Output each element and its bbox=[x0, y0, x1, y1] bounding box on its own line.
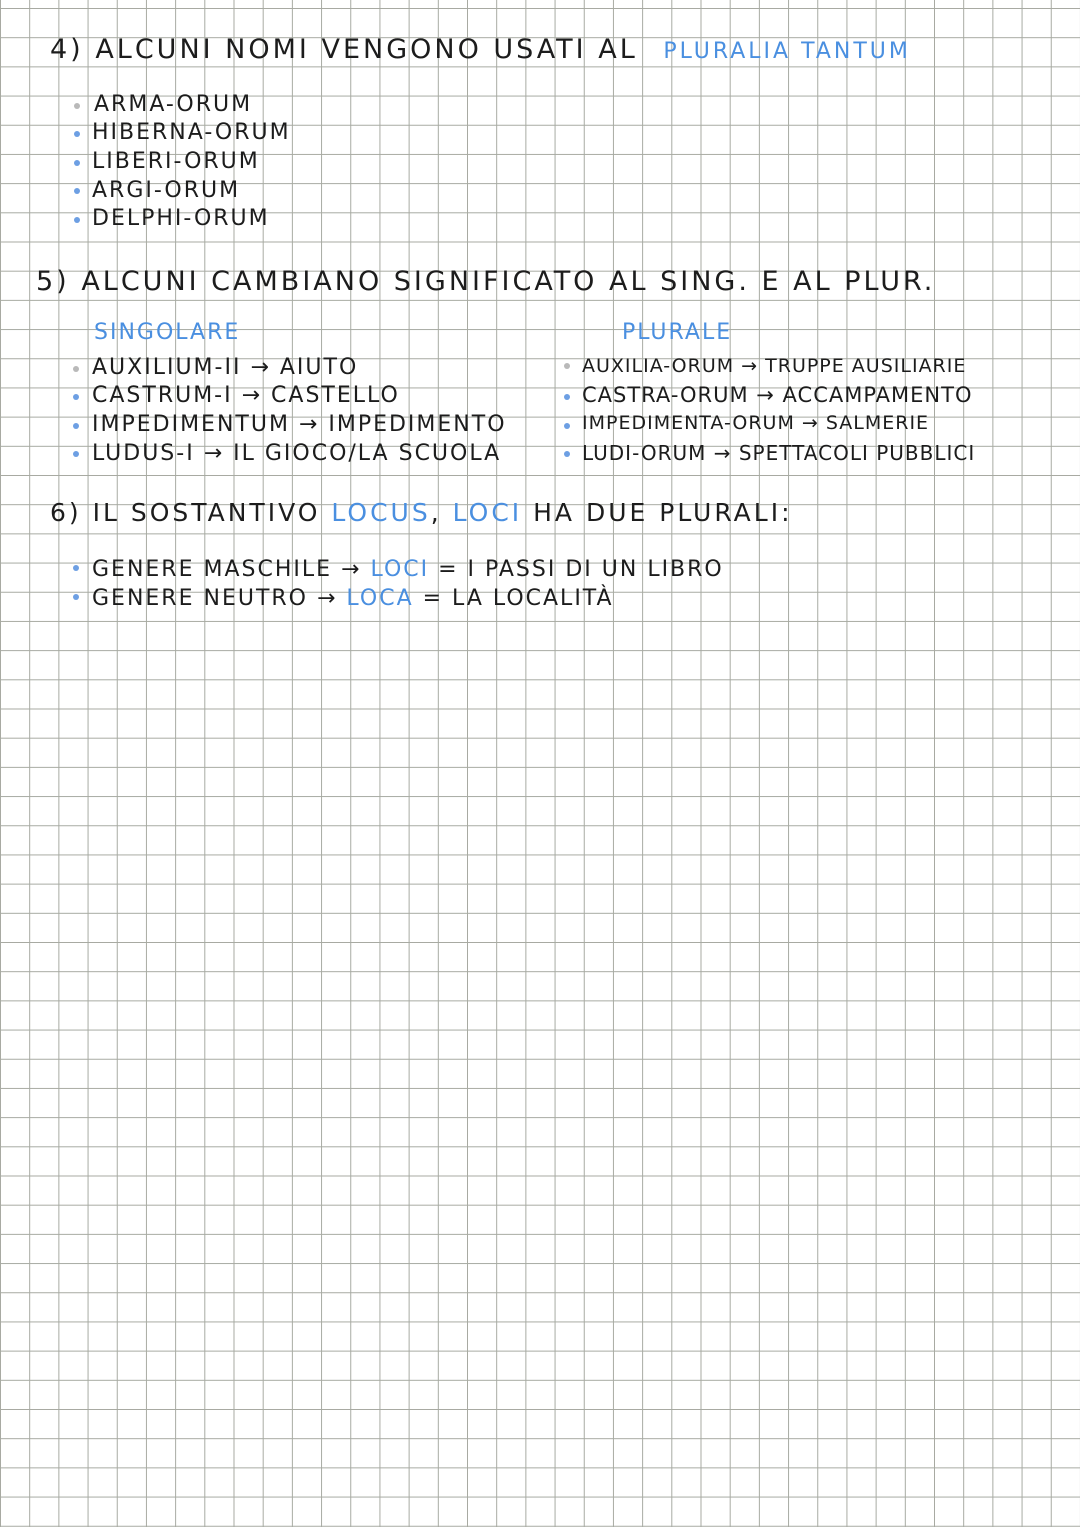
bullet-icon bbox=[74, 188, 80, 194]
singular-item: IMPEDIMENTUM → IMPEDIMENTO bbox=[92, 412, 507, 437]
singular-header: SINGOLARE bbox=[94, 320, 241, 345]
section-6-heading bbox=[50, 500, 793, 525]
loci-word: LOCI bbox=[452, 498, 523, 527]
loca-word: LOCA bbox=[346, 586, 414, 611]
plural-item: LUDI-ORUM → SPETTACOLI PUBBLICI bbox=[582, 441, 976, 465]
section-number: 6) bbox=[50, 498, 82, 527]
singular-item: AUXILIUM-II → AIUTO bbox=[92, 355, 359, 380]
heading-text-end: HA DUE PLURALI: bbox=[533, 498, 793, 527]
singular-item: CASTRUM-I → CASTELLO bbox=[92, 383, 400, 408]
line-suffix: = I PASSI DI UN LIBRO bbox=[438, 557, 724, 582]
pluralia-tantum-highlight: PLURALIA TANTUM bbox=[663, 39, 911, 64]
line-prefix: GENERE MASCHILE → bbox=[92, 557, 362, 582]
list-item: HIBERNA-ORUM bbox=[92, 120, 291, 145]
bullet-icon bbox=[74, 217, 80, 223]
masculine-line bbox=[92, 559, 724, 581]
singular-item: LUDUS-I → IL GIOCO/LA SCUOLA bbox=[92, 441, 502, 466]
comma: , bbox=[430, 498, 442, 527]
heading-text: ALCUNI NOMI VENGONO USATI AL bbox=[95, 34, 638, 65]
list-item: ARGI-ORUM bbox=[92, 178, 241, 203]
section-5-heading bbox=[36, 268, 935, 295]
section-number: 5) bbox=[36, 266, 70, 297]
list-item: LIBERI-ORUM bbox=[92, 149, 260, 174]
plural-header: PLURALE bbox=[622, 320, 733, 345]
section-number: 4) bbox=[50, 34, 84, 65]
bullet-icon bbox=[73, 565, 79, 571]
plural-item: CASTRA-ORUM → ACCAMPAMENTO bbox=[582, 383, 973, 407]
line-suffix: = LA LOCALITÀ bbox=[422, 586, 614, 611]
bullet-icon bbox=[564, 451, 570, 457]
bullet-icon bbox=[73, 451, 79, 457]
list-item: DELPHI-ORUM bbox=[92, 206, 270, 231]
line-prefix: GENERE NEUTRO → bbox=[92, 586, 338, 611]
plural-item: AUXILIA-ORUM → TRUPPE AUSILIARIE bbox=[582, 355, 967, 377]
bullet-icon bbox=[74, 103, 80, 109]
bullet-icon bbox=[564, 363, 570, 369]
bullet-icon bbox=[74, 131, 80, 137]
bullet-icon bbox=[73, 366, 79, 372]
bullet-icon bbox=[564, 394, 570, 400]
heading-text: IL SOSTANTIVO bbox=[92, 498, 321, 527]
neuter-line bbox=[92, 588, 614, 610]
list-item: ARMA-ORUM bbox=[94, 92, 253, 117]
bullet-icon bbox=[73, 594, 79, 600]
section-4-heading bbox=[50, 36, 911, 63]
locus-word: LOCUS bbox=[331, 498, 431, 527]
plural-item: IMPEDIMENTA-ORUM → SALMERIE bbox=[582, 412, 930, 434]
heading-text: ALCUNI CAMBIANO SIGNIFICATO AL SING. E AL PLUR. bbox=[81, 266, 936, 297]
bullet-icon bbox=[73, 423, 79, 429]
bullet-icon bbox=[564, 423, 570, 429]
loci-word: LOCI bbox=[370, 557, 430, 582]
bullet-icon bbox=[74, 160, 80, 166]
bullet-icon bbox=[73, 394, 79, 400]
